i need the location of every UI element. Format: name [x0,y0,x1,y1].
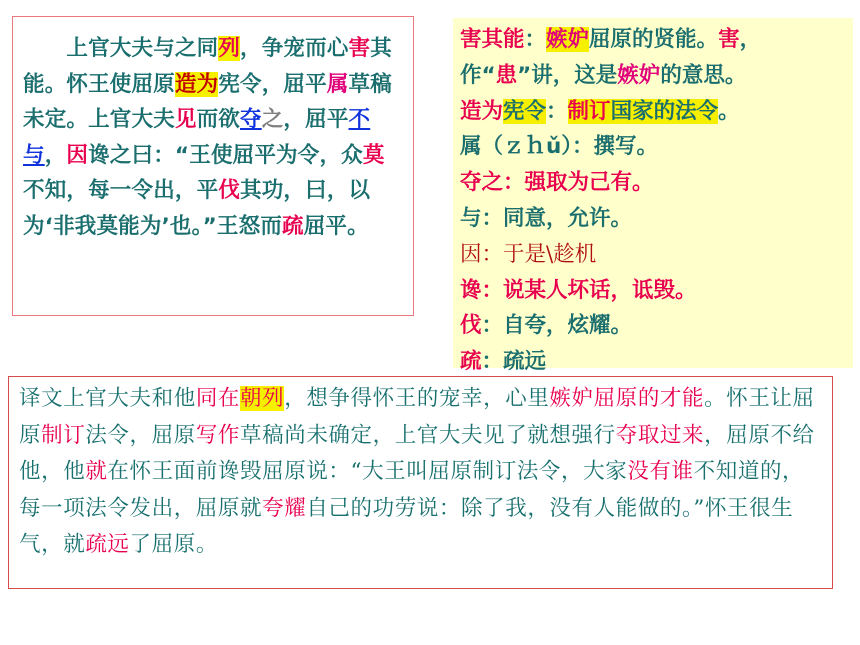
note-segment: 伐 [460,313,482,339]
passage-segment: 屈平。 [303,213,369,239]
passage-segment: 夺 [240,107,262,132]
note-segment: ：自夸，炫耀。 [481,313,633,339]
note-segment: 疏 [460,349,482,375]
annotation-notes-list [460,22,853,380]
note-segment: 嫉妒 [617,62,661,88]
note-segment: 的意思。 [660,62,747,88]
translation-segment: ，想争得怀王的宠幸，心里 [284,386,550,411]
passage-segment: 因 [66,142,89,168]
note-segment: 作“ [460,62,496,88]
paragraph-indent [23,36,66,61]
translation-segment: 不知道的，每一项法令发出，屈原就 [19,459,805,521]
translation-segment: 同在 [195,386,241,411]
note-line [460,201,853,237]
note-line [460,237,853,273]
note-line [460,165,853,201]
translation-segment: 嫉妒屈原的才能 [549,386,705,411]
note-segment: ， [739,27,762,52]
translation-segment: 夸耀 [262,495,307,521]
translation-box [8,376,833,589]
note-segment: ： [524,27,547,52]
note-line [460,22,853,58]
note-segment: 造为 [460,98,504,124]
passage-segment: 谗之曰：“王使屈平为令，众 [88,142,363,168]
translation-segment: 制订 [41,422,86,448]
original-passage-box [12,16,414,316]
note-line [460,58,853,94]
passage-segment: ，屈平 [283,107,349,132]
passage-segment: 不知，每一令出，平 [23,178,219,203]
passage-segment: 而欲 [196,107,241,132]
note-segment: 夺之：强取为己有。 [460,170,654,196]
note-segment: 因：于是\趁机 [460,241,597,267]
note-segment: 害其能 [460,27,525,52]
translation-segment: 法令，屈原 [85,422,196,448]
note-line [460,94,853,130]
translation-text [19,381,822,564]
translation-segment: 。怀王让屈原 [19,386,815,448]
passage-segment: 不与 [23,107,371,168]
note-segment: 谗：说某人坏话，诋毁。 [460,277,697,303]
note-segment: 嫉妒 [546,27,590,52]
translation-segment: 译文上官大夫和他 [19,386,196,411]
translation-segment: 草稿尚未确定，上官大夫见了就想强行 [240,422,616,448]
passage-segment: 宪令，屈平 [218,71,327,97]
original-passage-text [23,31,401,244]
translation-segment: ，屈原不给他，他 [19,422,815,484]
passage-segment: 疏 [282,213,304,239]
translation-segment: 就 [85,459,108,484]
translation-segment: 自己的功劳说：除了我，没有人能做的。”怀王很生气，就 [19,495,794,557]
passage-segment: 属 [326,71,349,97]
note-line [460,129,853,165]
translation-segment: 在怀王面前谗毁屈原说：“大王叫屈原制订法令，大家 [107,459,628,484]
note-segment: ”讲，这是 [517,62,618,88]
note-segment: 患 [495,62,518,88]
note-line [460,273,853,309]
note-segment: 与：同意，允许。 [460,205,633,231]
note-segment: ： [546,98,568,124]
note-segment: 。 [718,98,740,124]
translation-segment: 了屈原。 [129,532,218,557]
passage-segment: 莫 [362,142,385,168]
translation-segment: 朝列 [240,386,285,411]
note-line [460,344,853,380]
note-segment: 宪令 [503,98,547,124]
translation-segment: 没有谁 [627,459,694,484]
translation-segment: 疏远 [85,532,130,557]
note-segment: 屈原的贤能。 [589,27,719,52]
note-segment: 制订 [567,98,611,124]
passage-segment: 之 [261,107,284,132]
note-segment: 国家的法令 [610,98,719,124]
passage-segment: 见 [174,107,197,132]
note-line [460,308,853,344]
passage-segment: 造为 [174,71,219,97]
passage-segment: 草稿未定。上官大夫 [23,71,392,132]
translation-segment: 写作 [195,422,241,448]
note-segment: 属（ｚｈǔ）：撰写。 [460,134,659,160]
passage-segment: ，争宠而心 [240,36,349,61]
passage-segment: 上官大夫与之同 [66,36,219,61]
annotation-notes-box [453,18,853,375]
translation-segment: 夺取过来 [615,422,705,448]
note-segment: ：疏远 [481,349,547,375]
passage-segment: 害 [348,36,371,61]
passage-segment: 其功，曰，以为‘非我莫能为’也。”王怒而 [23,178,371,239]
passage-segment: 列 [218,36,241,61]
passage-segment: ， [44,142,67,168]
passage-segment: 伐 [218,178,241,203]
passage-segment: 其能。怀王使屈原 [23,36,392,97]
note-segment: 害 [718,27,740,52]
